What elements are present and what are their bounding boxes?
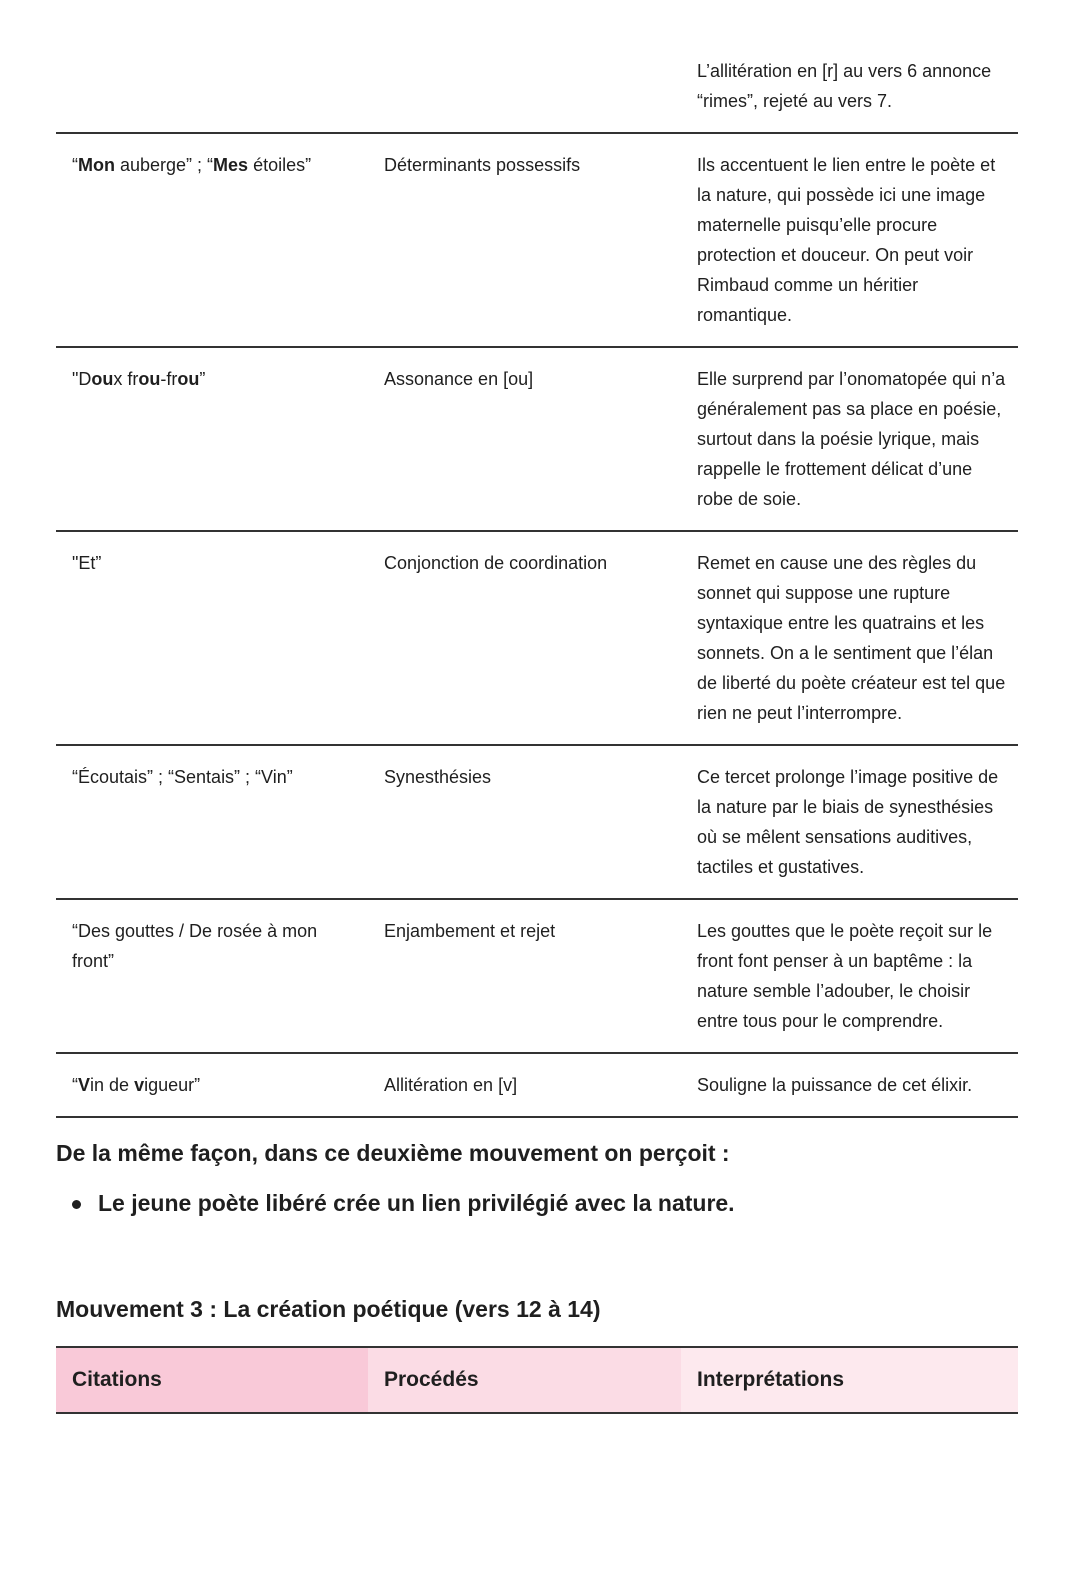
citation-cell xyxy=(56,134,368,347)
citation-cell xyxy=(56,1053,368,1117)
procede-cell: Déterminants possessifs xyxy=(368,134,681,347)
citation-text: “Des gouttes / De rosée à mon front” xyxy=(72,921,318,971)
bullet-icon xyxy=(72,1200,81,1209)
citation-text: “Écoutais” ; “Sentais” ; “Vin” xyxy=(72,767,293,787)
citation-text: “ xyxy=(72,155,78,175)
citation-text: Mes xyxy=(213,155,249,175)
citation-text: ou xyxy=(138,369,161,389)
citation-text: v xyxy=(134,1075,145,1095)
table-header-row xyxy=(56,1347,1018,1413)
section3-table xyxy=(56,1346,1018,1414)
citation-cell xyxy=(56,347,368,531)
table-row xyxy=(56,531,1018,745)
table-continuation-row xyxy=(56,0,1018,134)
analysis-table-body xyxy=(56,134,1018,1117)
citation-cell xyxy=(56,745,368,899)
interpretation-cell: Souligne la puissance de cet élixir. xyxy=(681,1053,1018,1117)
citation-text: in de xyxy=(90,1075,135,1095)
header-citations: Citations xyxy=(56,1347,368,1413)
citation-cell xyxy=(56,899,368,1053)
document-page xyxy=(56,0,1018,1414)
procede-cell: Enjambement et rejet xyxy=(368,899,681,1053)
citation-text: x fr xyxy=(113,369,139,389)
interpretation-cell: Remet en cause une des règles du sonnet qui suppose une rupture syntaxique entre les quatrains et les sonnets. On a le sentiment que l’élan de liberté du poète créateur est tel que rien ne peut l’interrompre. xyxy=(681,531,1018,745)
conclusion-bullets xyxy=(56,1186,1018,1220)
procede-cell: Allitération en [v] xyxy=(368,1053,681,1117)
citation-text: ou xyxy=(177,369,200,389)
header-interpretations: Interprétations xyxy=(681,1347,1018,1413)
table-row xyxy=(56,899,1018,1053)
table-row xyxy=(56,347,1018,531)
citation-text: ou xyxy=(91,369,114,389)
interpretation-cell: L’allitération en [r] au vers 6 annonce “rimes”, rejeté au vers 7. xyxy=(697,61,992,111)
citation-text: -fr xyxy=(160,369,178,389)
citation-text: Mon xyxy=(78,155,115,175)
interpretation-cell: Ils accentuent le lien entre le poète et la nature, qui possède ici une image maternelle puisqu’elle procure protection et douceur. On peut voir Rimbaud comme un héritier romantique. xyxy=(681,134,1018,347)
procede-cell: Assonance en [ou] xyxy=(368,347,681,531)
citation-text: igueur” xyxy=(144,1075,201,1095)
citation-text: "Et” xyxy=(72,553,102,573)
analysis-table xyxy=(56,134,1018,1118)
citation-text: V xyxy=(78,1075,91,1095)
section-title: Mouvement 3 : La création poétique (vers 12 à 14) xyxy=(56,1296,601,1322)
procede-cell: Synesthésies xyxy=(368,745,681,899)
citation-text: étoiles” xyxy=(248,155,312,175)
table-row xyxy=(56,1053,1018,1117)
citation-text: ” xyxy=(199,369,206,389)
interpretation-cell: Ce tercet prolonge l’image positive de la nature par le biais de synesthésies où se mêlent sensations auditives, tactiles et gustatives. xyxy=(681,745,1018,899)
list-item xyxy=(56,1186,1018,1220)
bullet-text: Le jeune poète libéré crée un lien privilégié avec la nature. xyxy=(98,1190,735,1216)
table-row xyxy=(56,745,1018,899)
conclusion-intro: De la même façon, dans ce deuxième mouvement on perçoit : xyxy=(56,1140,730,1166)
table-row xyxy=(56,134,1018,347)
citation-text: “ xyxy=(72,1075,78,1095)
header-procedes: Procédés xyxy=(368,1347,681,1413)
citation-cell xyxy=(56,531,368,745)
interpretation-cell: Elle surprend par l’onomatopée qui n’a généralement pas sa place en poésie, surtout dans la poésie lyrique, mais rappelle le frottement délicat d’une robe de soie. xyxy=(681,347,1018,531)
citation-text: "D xyxy=(72,369,92,389)
citation-text: auberge” ; “ xyxy=(114,155,214,175)
interpretation-cell: Les gouttes que le poète reçoit sur le front font penser à un baptême : la nature semble l’adouber, le choisir entre tous pour le comprendre. xyxy=(681,899,1018,1053)
procede-cell: Conjonction de coordination xyxy=(368,531,681,745)
